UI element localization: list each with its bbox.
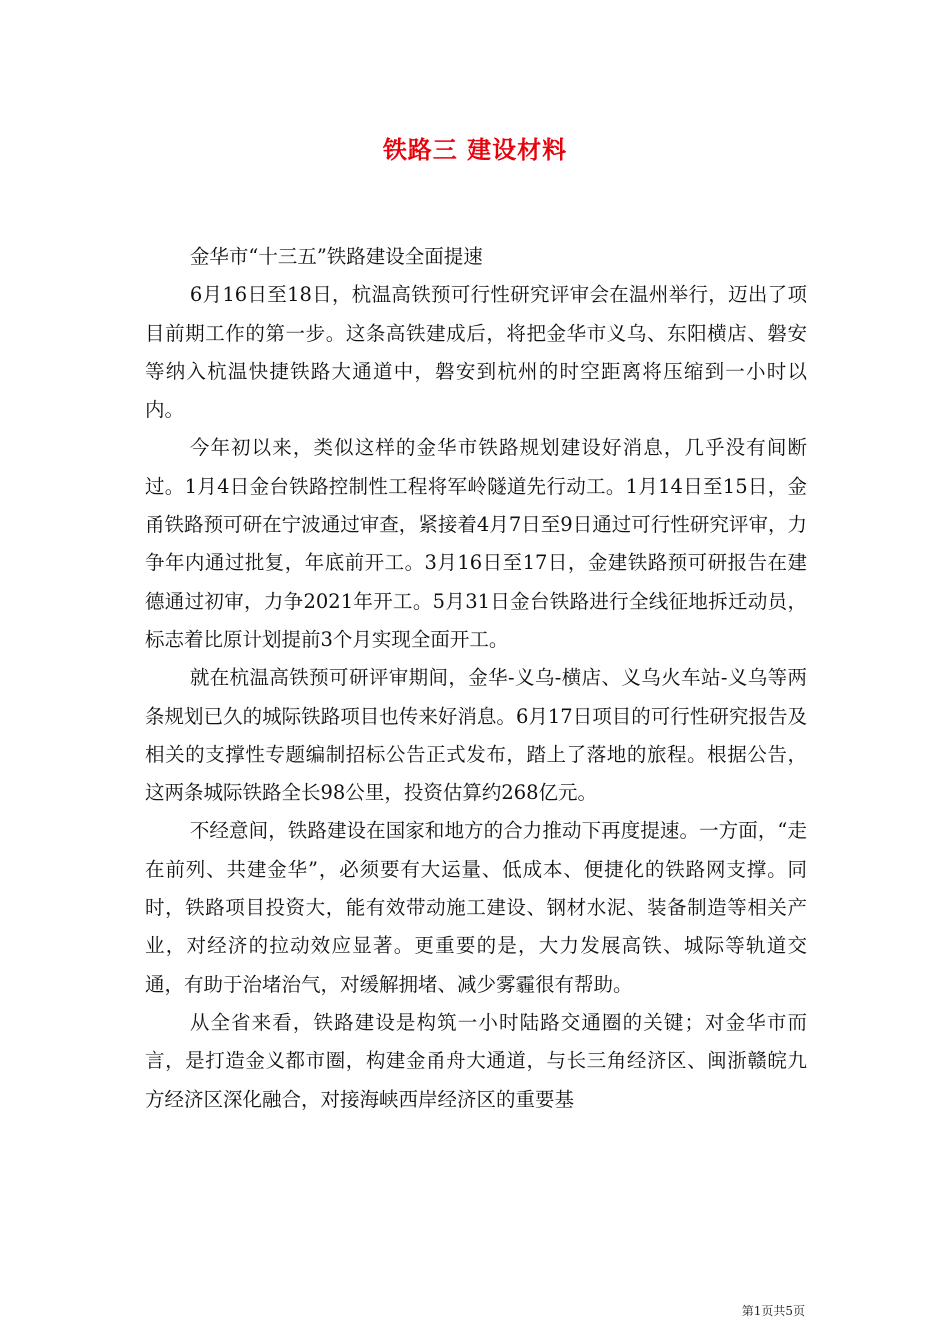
paragraph: 6月16日至18日，杭温高铁预可行性研究评审会在温州举行，迈出了项目前期工作的第一步。这条高铁建成后，将把金华市义乌、东阳横店、磐安等纳入杭温快捷铁路大通道中，磐安到杭州的时空距离将压缩到一小时以内。 <box>145 283 807 422</box>
paragraph: 今年初以来，类似这样的金华市铁路规划建设好消息，几乎没有间断过。1月4日金台铁路控制性工程将军岭隧道先行动工。1月14日至15日，金甬铁路预可研在宁波通过审查，紧接着4月7日至9日通过可行性研究评审，力争年内通过批复，年底前开工。3月16日至17日，金建铁路预可研报告在建德通过初审，力争2021年开工。5月31日金台铁路进行全线征地拆迁动员，标志着比原计划提前3个月实现全面开工。 <box>145 436 807 651</box>
paragraph: 从全省来看，铁路建设是构筑一小时陆路交通圈的关键；对金华市而言，是打造金义都市圈，构建金甬舟大通道，与长三角经济区、闽浙赣皖九方经济区深化融合，对接海峡西岸经济区的重要基 <box>145 1010 807 1111</box>
paragraph: 就在杭温高铁预可研评审期间，金华-义乌-横店、义乌火车站-义乌等两条规划已久的城际铁路项目也传来好消息。6月17日项目的可行性研究报告及相关的支撑性专题编制招标公告正式发布，踏上了落地的旅程。根据公告，这两条城际铁路全长98公里，投资估算约268亿元。 <box>145 666 807 805</box>
document-body <box>145 238 807 1119</box>
page-number: 第1页共5页 <box>741 1304 805 1318</box>
paragraph: 不经意间，铁路建设在国家和地方的合力推动下再度提速。一方面，“走在前列、共建金华”，必须要有大运量、低成本、便捷化的铁路网支撑。同时，铁路项目投资大，能有效带动施工建设、钢材水泥、装备制造等相关产业，对经济的拉动效应显著。更重要的是，大力发展高铁、城际等轨道交通，有助于治堵治气，对缓解拥堵、减少雾霾很有帮助。 <box>145 819 807 996</box>
document-title: 铁路三 建设材料 <box>382 135 568 164</box>
paragraph-heading: 金华市“十三五”铁路建设全面提速 <box>189 245 483 268</box>
